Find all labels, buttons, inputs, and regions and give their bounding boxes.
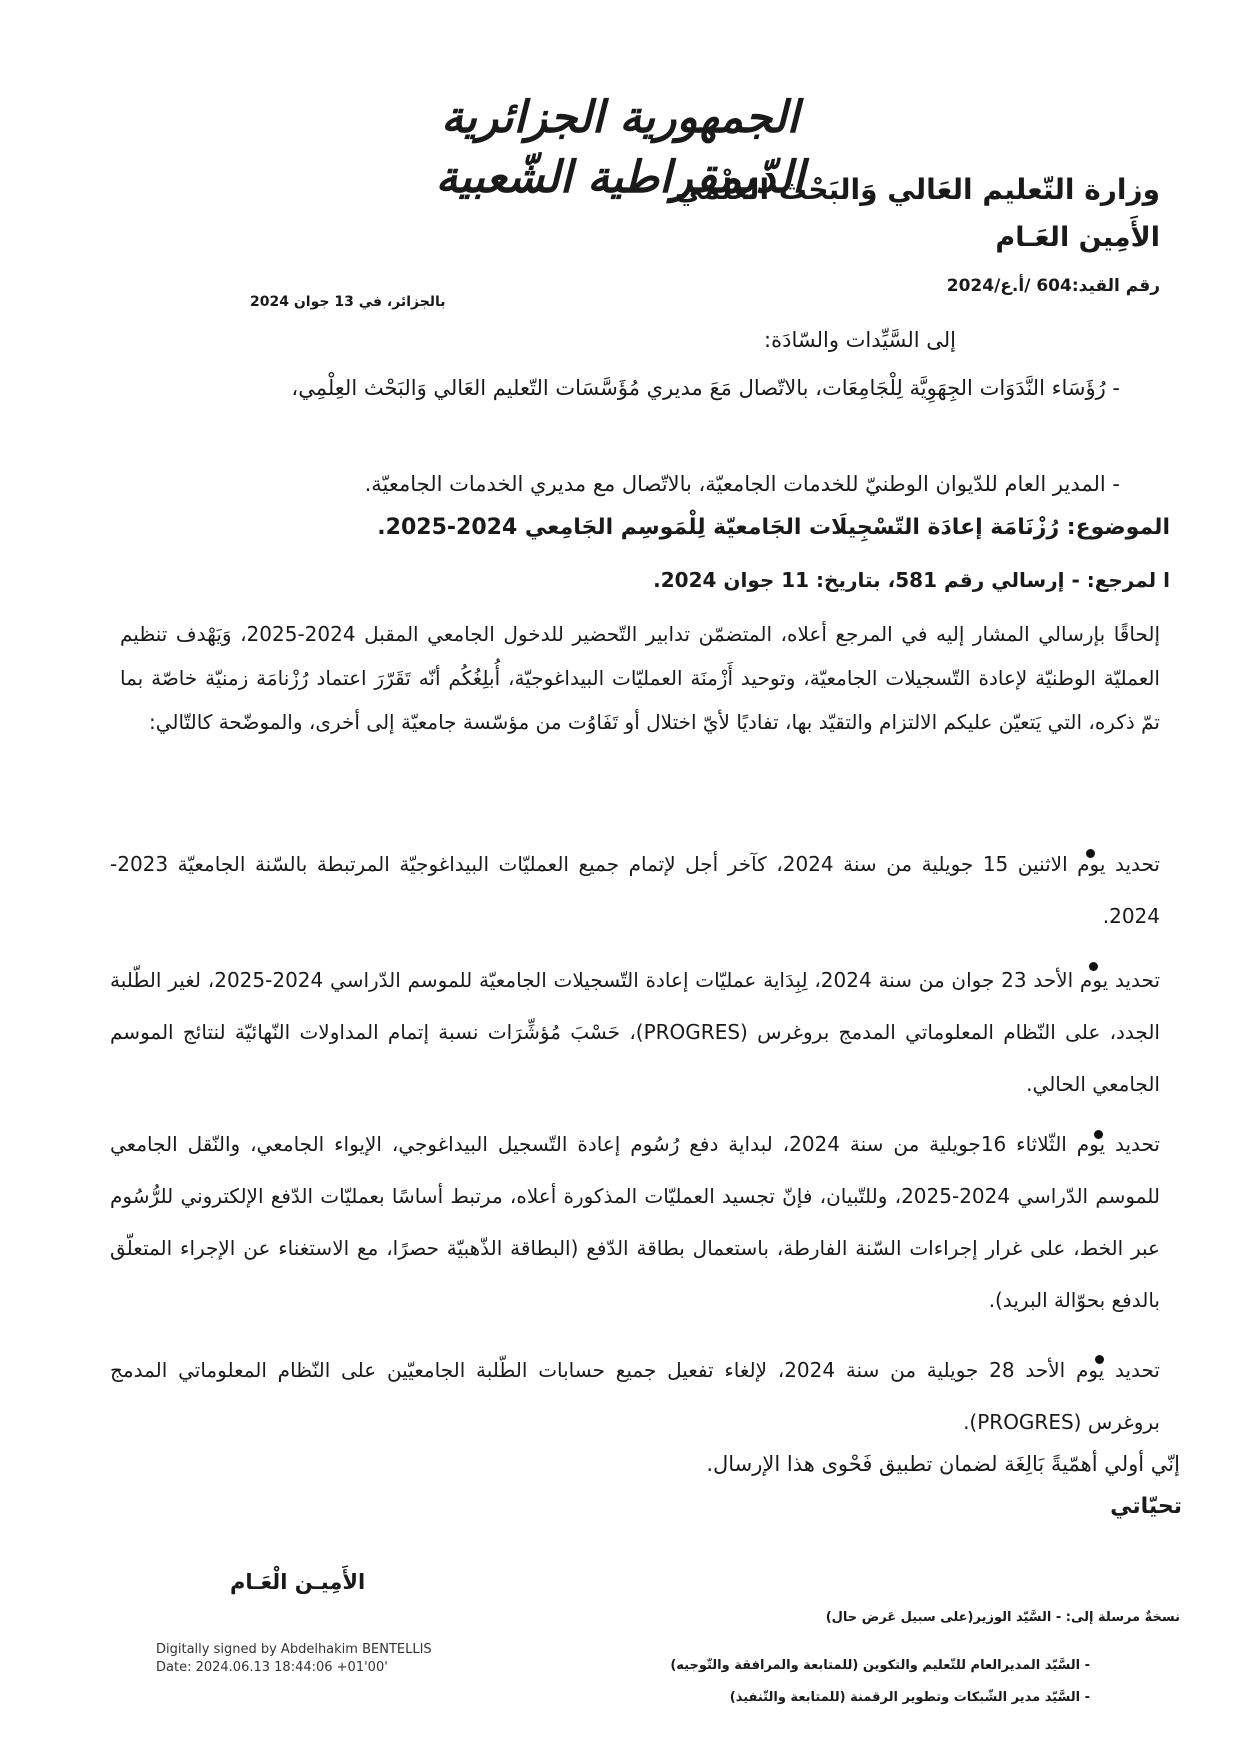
recipient-item: - رُؤَسَاء النَّدَوَات الجِهَوِيَّة لِلْجَامِعَات، بالاتّصال مَعَ مديري مُؤَسَّسَات التّعليم العَالي وَالبَحْث العِلْمِي،	[291, 376, 1120, 400]
closing-sentence: إنّي أولي أهمّيةً بَالِغَة لضمان تطبيق فَحْوى هذا الإرسال.	[706, 1452, 1180, 1476]
reference-number: رقم القيد:604 /أ.ع/2024	[946, 276, 1160, 296]
subject-line: الموضوع: رُزْنَامَة إعادَة التّسْجِيلَات الجَامعيّة لِلْمَوسِم الجَامِعي 2024-2025.	[377, 515, 1170, 540]
addressee-label: إلى السَّيِّدات والسّادَة:	[764, 328, 956, 352]
secretary-general-heading: الأَمِين العَـام	[995, 222, 1160, 253]
copies-label: نسخةٌ مرسلة إلى: - السَّيّد الوزير(على سبيل عَرض حال)	[825, 1610, 1180, 1625]
schedule-item: تحديد يوم الأحد 28 جويلية من سنة 2024، لإلغاء تفعيل جميع حسابات الطّلبة الجامعيّين على النّظام المعلوماتي المدمج بروغرس (PROGRES).	[110, 1358, 1161, 1434]
ministry-name: وزارة التّعليم العَالي وَالبَحْث العلْمي	[674, 173, 1160, 206]
recipient-item: - المدير العام للدّيوان الوطنيّ للخدمات الجامعيّة، بالاتّصال مع مديري الخدمات الجامعيّة.	[364, 472, 1120, 496]
digital-signature	[156, 1641, 432, 1677]
signature-title: الأَمِيـن الْعَـام	[230, 1570, 366, 1594]
copy-recipient: - السَّيّد مدير الشّبكات وتطوير الرقمنة (للمتابعة والتّنفيذ)	[729, 1690, 1090, 1705]
intro-paragraph: إلحاقًا بإرسالي المشار إليه في المرجع أعلاه، المتضمّن تدابير التّحضير للدخول الجامعي المقبل 2024-2025، وَيَهْدف تنظيم العمليّة الوطنيّة لإعادة التّسجيلات الجامعيّة، وتوحيد أَزْمنَة العمليّات البيداغوجيّة، أُبلِغُكُم أنّه تَقَرّرَ اعتماد رُزْنامَة زمنيّة خاصّة بما تمّ ذكره، التي يَتعيّن عليكم الالتزام والتقيّد بها، تفاديًا لأيّ اختلال أو تَفَاوُت من مؤسّسة جامعيّة إلى أخرى، والموضّحة كالتّالي:	[120, 622, 1161, 734]
copy-recipient: - السَّيّد المديرالعام للتّعليم والتكوين (للمتابعة والمرافقة والتّوجيه)	[670, 1658, 1090, 1673]
schedule-item: تحديد يوم الأحد 23 جوان من سنة 2024، لِبِدَاية عمليّات إعادة التّسجيلات الجامعيّة للموسم الدّراسي 2024-2025، لغير الطّلبة الجدد، على النّظام المعلوماتي المدمج بروغرس (PROGRES)، حَسْبَ مُؤشِّرَات نسبة إتمام المداولات النّهائيّة لنتائج الموسم الجامعي الحالي.	[110, 968, 1161, 1096]
schedule-item: تحديد يوم الثّلاثاء 16جويلية من سنة 2024، لبداية دفع رُسُوم إعادة التّسجيل البيداغوجي، الإيواء الجامعي، والنّقل الجامعي للموسم الدّراسي 2024-2025، وللتّبيان، فإنّ تجسيد العمليّات المذكورة أعلاه، مرتبط أساسًا بعمليّات الدّفع الإلكتروني للرُّسُوم عبر الخط، على غرار إجراءات السّنة الفارطة، باستعمال بطاقة الدّفع (البطاقة الذّهبيّة حصرًا، مع الاستغناء عن الإجراء المتعلّق بالدفع بحوّالة البريد).	[110, 1132, 1160, 1312]
republic-heading: الجمهورية الجزائرية الدّيمقراطية الشّعبية	[435, 92, 805, 203]
digital-signature-date: Date: 2024.06.13 18:44:06 +01'00'	[156, 1660, 388, 1675]
reference-line: ا لمرجع: - إرسالي رقم 581، بتاريخ: 11 جوان 2024.	[653, 568, 1170, 592]
regards: تحيّاتي	[1110, 1494, 1182, 1519]
place-date: بالجزائر، في 13 جوان 2024	[250, 294, 446, 310]
schedule-item: تحديد يوم الاثنين 15 جويلية من سنة 2024، كآخر أجل لإتمام جميع العمليّات البيداغوجيّة المرتبطة بالسّنة الجامعيّة 2023-2024.	[110, 852, 1160, 928]
digital-signature-signer: Digitally signed by Abdelhakim BENTELLIS	[156, 1642, 432, 1657]
